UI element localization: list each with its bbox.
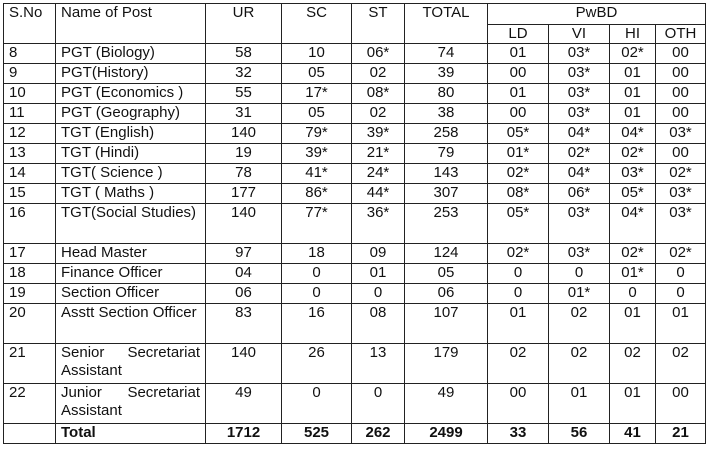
cell-ld: 05* [488, 124, 549, 144]
cell-name: TGT ( Maths ) [56, 184, 206, 204]
cell-oth: 00 [656, 64, 706, 84]
cell-name: Head Master [56, 244, 206, 264]
cell-total: 49 [405, 384, 488, 424]
cell-st: 02 [352, 64, 405, 84]
cell-ld: 33 [488, 424, 549, 444]
cell-ld: 00 [488, 104, 549, 124]
cell-total: 143 [405, 164, 488, 184]
cell-oth: 00 [656, 84, 706, 104]
cell-hi: 05* [610, 184, 656, 204]
cell-sno: 13 [4, 144, 56, 164]
header-vi: VI [549, 25, 610, 44]
cell-oth: 02* [656, 164, 706, 184]
cell-ld: 02* [488, 244, 549, 264]
cell-sc: 17* [282, 84, 352, 104]
cell-vi: 03* [549, 64, 610, 84]
cell-ld: 01 [488, 44, 549, 64]
table-row [4, 244, 706, 264]
table-row [4, 64, 706, 84]
cell-hi: 04* [610, 204, 656, 244]
cell-ld: 00 [488, 384, 549, 424]
table-row [4, 144, 706, 164]
table-body [4, 44, 706, 444]
cell-st: 21* [352, 144, 405, 164]
cell-vi: 04* [549, 164, 610, 184]
cell-name: TGT (Hindi) [56, 144, 206, 164]
cell-name: Section Officer [56, 284, 206, 304]
table-row [4, 84, 706, 104]
cell-ur: 1712 [206, 424, 282, 444]
cell-st: 13 [352, 344, 405, 384]
cell-vi: 03* [549, 84, 610, 104]
cell-hi: 02* [610, 244, 656, 264]
cell-sc: 41* [282, 164, 352, 184]
cell-name: PGT (Economics ) [56, 84, 206, 104]
cell-ld: 08* [488, 184, 549, 204]
cell-vi: 02 [549, 304, 610, 344]
cell-oth: 0 [656, 284, 706, 304]
table-row [4, 44, 706, 64]
cell-ur: 04 [206, 264, 282, 284]
header-name: Name of Post [56, 4, 206, 44]
cell-sc: 0 [282, 384, 352, 424]
cell-name: TGT (English) [56, 124, 206, 144]
cell-vi: 02 [549, 344, 610, 384]
cell-sc: 18 [282, 244, 352, 264]
table-row [4, 204, 706, 244]
cell-total: 107 [405, 304, 488, 344]
cell-sc: 0 [282, 284, 352, 304]
cell-sno: 18 [4, 264, 56, 284]
cell-ur: 177 [206, 184, 282, 204]
table-row [4, 104, 706, 124]
cell-name: Finance Officer [56, 264, 206, 284]
table-row [4, 124, 706, 144]
table-row [4, 164, 706, 184]
header-hi: HI [610, 25, 656, 44]
cell-oth: 00 [656, 144, 706, 164]
cell-total: 80 [405, 84, 488, 104]
cell-hi: 02 [610, 344, 656, 384]
cell-total: 39 [405, 64, 488, 84]
cell-sc: 10 [282, 44, 352, 64]
cell-hi: 01 [610, 104, 656, 124]
cell-total: 74 [405, 44, 488, 64]
cell-sno: 10 [4, 84, 56, 104]
cell-hi: 01 [610, 84, 656, 104]
cell-total: 258 [405, 124, 488, 144]
cell-sno: 17 [4, 244, 56, 264]
cell-ur: 140 [206, 124, 282, 144]
cell-hi: 41 [610, 424, 656, 444]
cell-ur: 49 [206, 384, 282, 424]
cell-ur: 06 [206, 284, 282, 304]
cell-name: PGT(History) [56, 64, 206, 84]
table-row [4, 184, 706, 204]
table-row [4, 304, 706, 344]
cell-sno: 21 [4, 344, 56, 384]
cell-vi: 01* [549, 284, 610, 304]
header-sc: SC [282, 4, 352, 44]
header-st: ST [352, 4, 405, 44]
cell-sc: 16 [282, 304, 352, 344]
cell-name: Junior Secretariat Assistant [56, 384, 206, 424]
cell-hi: 04* [610, 124, 656, 144]
cell-st: 262 [352, 424, 405, 444]
header-ur: UR [206, 4, 282, 44]
cell-sc: 39* [282, 144, 352, 164]
cell-ld: 05* [488, 204, 549, 244]
cell-hi: 01 [610, 64, 656, 84]
cell-st: 02 [352, 104, 405, 124]
cell-oth: 03* [656, 204, 706, 244]
cell-total: 179 [405, 344, 488, 384]
cell-sc: 05 [282, 104, 352, 124]
cell-ld: 00 [488, 64, 549, 84]
cell-name: Asstt Section Officer [56, 304, 206, 344]
header-sno: S.No [4, 4, 56, 44]
cell-name: PGT (Geography) [56, 104, 206, 124]
cell-hi: 02* [610, 144, 656, 164]
cell-ur: 55 [206, 84, 282, 104]
cell-name: TGT( Science ) [56, 164, 206, 184]
cell-total: 307 [405, 184, 488, 204]
cell-sno: 8 [4, 44, 56, 64]
cell-sno [4, 424, 56, 444]
table-row [4, 284, 706, 304]
cell-ld: 02* [488, 164, 549, 184]
cell-sno: 22 [4, 384, 56, 424]
cell-vi: 04* [549, 124, 610, 144]
cell-ur: 32 [206, 64, 282, 84]
cell-ld: 01 [488, 304, 549, 344]
cell-vi: 03* [549, 204, 610, 244]
cell-oth: 0 [656, 264, 706, 284]
cell-total: 2499 [405, 424, 488, 444]
header-pwbd: PwBD [488, 4, 706, 25]
cell-name: Senior Secretariat Assistant [56, 344, 206, 384]
cell-total: 05 [405, 264, 488, 284]
cell-total: 06 [405, 284, 488, 304]
cell-vi: 02* [549, 144, 610, 164]
cell-vi: 03* [549, 104, 610, 124]
cell-sno: 16 [4, 204, 56, 244]
cell-oth: 00 [656, 384, 706, 424]
cell-name: Total [56, 424, 206, 444]
cell-sc: 86* [282, 184, 352, 204]
cell-ur: 58 [206, 44, 282, 64]
cell-name: PGT (Biology) [56, 44, 206, 64]
total-row [4, 424, 706, 444]
cell-vi: 06* [549, 184, 610, 204]
cell-ld: 0 [488, 284, 549, 304]
cell-oth: 02* [656, 244, 706, 264]
cell-name: TGT(Social Studies) [56, 204, 206, 244]
cell-ur: 19 [206, 144, 282, 164]
header-total: TOTAL [405, 4, 488, 44]
cell-ld: 0 [488, 264, 549, 284]
cell-sno: 14 [4, 164, 56, 184]
cell-ur: 140 [206, 344, 282, 384]
cell-st: 24* [352, 164, 405, 184]
cell-hi: 01* [610, 264, 656, 284]
cell-sno: 9 [4, 64, 56, 84]
cell-sc: 525 [282, 424, 352, 444]
cell-oth: 00 [656, 104, 706, 124]
cell-hi: 01 [610, 304, 656, 344]
cell-ld: 02 [488, 344, 549, 384]
cell-sc: 05 [282, 64, 352, 84]
cell-oth: 03* [656, 124, 706, 144]
vacancy-table [3, 3, 706, 444]
cell-total: 79 [405, 144, 488, 164]
cell-vi: 03* [549, 44, 610, 64]
cell-sno: 19 [4, 284, 56, 304]
cell-total: 124 [405, 244, 488, 264]
cell-st: 36* [352, 204, 405, 244]
cell-st: 01 [352, 264, 405, 284]
cell-st: 06* [352, 44, 405, 64]
cell-st: 08 [352, 304, 405, 344]
cell-sc: 26 [282, 344, 352, 384]
cell-sno: 15 [4, 184, 56, 204]
cell-st: 09 [352, 244, 405, 264]
cell-oth: 00 [656, 44, 706, 64]
cell-st: 39* [352, 124, 405, 144]
cell-hi: 0 [610, 284, 656, 304]
cell-vi: 56 [549, 424, 610, 444]
cell-sno: 12 [4, 124, 56, 144]
cell-oth: 03* [656, 184, 706, 204]
cell-sno: 20 [4, 304, 56, 344]
cell-st: 0 [352, 384, 405, 424]
cell-sc: 79* [282, 124, 352, 144]
table-row [4, 384, 706, 424]
cell-sno: 11 [4, 104, 56, 124]
table-row [4, 344, 706, 384]
cell-st: 0 [352, 284, 405, 304]
cell-ur: 140 [206, 204, 282, 244]
cell-ld: 01* [488, 144, 549, 164]
cell-ur: 31 [206, 104, 282, 124]
cell-ur: 97 [206, 244, 282, 264]
cell-ur: 83 [206, 304, 282, 344]
cell-hi: 02* [610, 44, 656, 64]
cell-sc: 0 [282, 264, 352, 284]
cell-vi: 0 [549, 264, 610, 284]
header-ld: LD [488, 25, 549, 44]
cell-ur: 78 [206, 164, 282, 184]
cell-ld: 01 [488, 84, 549, 104]
table-row [4, 264, 706, 284]
cell-total: 253 [405, 204, 488, 244]
cell-vi: 01 [549, 384, 610, 424]
cell-st: 44* [352, 184, 405, 204]
cell-st: 08* [352, 84, 405, 104]
header-oth: OTH [656, 25, 706, 44]
cell-vi: 03* [549, 244, 610, 264]
cell-total: 38 [405, 104, 488, 124]
cell-sc: 77* [282, 204, 352, 244]
cell-oth: 01 [656, 304, 706, 344]
cell-hi: 01 [610, 384, 656, 424]
cell-hi: 03* [610, 164, 656, 184]
cell-oth: 02 [656, 344, 706, 384]
cell-oth: 21 [656, 424, 706, 444]
